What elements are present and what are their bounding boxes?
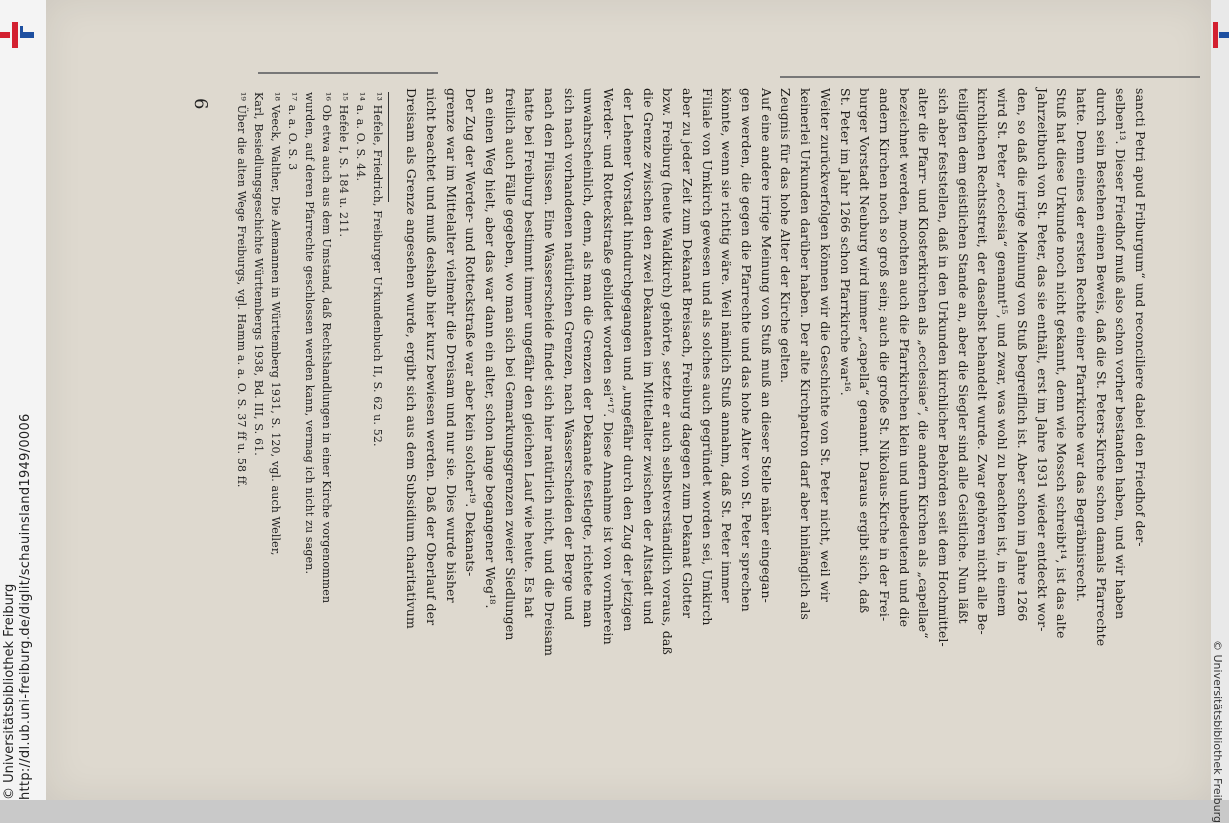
text-line: selben¹³. Dieser Friedhof muß also schon vorher bestanden haben, und wir haben bbox=[1113, 88, 1129, 620]
text-line: an einen Weg hielt, aber das war dann ein alter, schon lange begangener Weg¹⁸. bbox=[482, 88, 498, 609]
copyright-notice-right: © Universitätsbibliothek Freiburg bbox=[1211, 640, 1224, 823]
text-line: Auf eine andere irrige Meinung von Stuß muß an dieser Stelle näher eingegan- bbox=[758, 88, 774, 604]
text-line: sancti Petri apud Friburgum“ und reconciliere dabei den Friedhof der- bbox=[1133, 88, 1148, 547]
text-line: teiligten dem geistlichen Stande an, aber die Siegler sind alle Geistliche. Nun läßt bbox=[955, 88, 971, 624]
footnote-rule bbox=[388, 92, 389, 202]
text-line: aber zu jeder Zeit zum Dekanat Breisach, Freiburg dagegen zum Dekanat Glotter bbox=[679, 88, 695, 619]
footnote-line: ¹⁵ Hefele I, S. 184 u. 211. bbox=[337, 92, 350, 238]
footnote-line: ¹⁶ Ob etwa auch aus dem Umstand, daß Rechtshandlungen in einer Kirche vorgenommen bbox=[320, 92, 333, 604]
library-logo-icon bbox=[0, 22, 40, 48]
text-line: Weiter zurückverfolgen können wir die Geschichte von St. Peter nicht, weil wir bbox=[817, 88, 833, 603]
page-number: 6 bbox=[190, 98, 211, 110]
footnote-line: ¹⁹ Über die alten Wege Freiburgs, vgl. Hamm a. a. O. S. 37 ff u. 58 ff. bbox=[235, 92, 248, 488]
text-line: Zeugnis für das hohe Alter der Kirche gelten. bbox=[778, 88, 794, 384]
text-line: andern Kirchen noch so groß sein; auch die große St. Nikolaus-Kirche in der Frei- bbox=[876, 88, 892, 622]
text-line: Der Zug der Werder- und Rotteckstraße war aber kein solcher¹⁹. Dekanats- bbox=[463, 88, 479, 577]
text-line: Filiale von Umkirch gewesen und als solches auch gegründet worden sei, Umkirch bbox=[699, 88, 715, 626]
source-url[interactable]: http://dl.ub.uni-freiburg.de/diglit/schauinsland1949/0006 bbox=[18, 413, 33, 800]
text-line: Jahrzeitbuch von St. Peter, das sie enthält, erst im Jahre 1931 wieder entdeckt wor- bbox=[1034, 88, 1050, 632]
text-line: alter die Pfarr- und Klosterkirchen als „ecclesiae“, die andern Kirchen als „capellae“ bbox=[916, 88, 932, 639]
text-line: Dreisam als Grenze angesehen wurde, ergibt sich aus dem Subsidium charitativum bbox=[404, 88, 420, 630]
text-line: keinerlei Urkunden darüber haben. Der alte Kirchpatron darf aber hinlänglich als bbox=[798, 88, 814, 620]
text-line: sich nach vorhandenen natürlichen Grenzen, nach Wasserscheiden der Berge und bbox=[561, 88, 577, 621]
text-line: grenze war im Mittelalter vielmehr die Dreisam und nur sie. Dies wurde bisher bbox=[443, 88, 459, 603]
footnote-line: wurden, auf deren Pfarrechte geschlossen werden kann, vermag ich nicht zu sagen. bbox=[303, 92, 316, 575]
library-logo-right-icon bbox=[1213, 22, 1229, 48]
text-line: wird St. Peter „ecclesia“ genannt¹⁵, und zwar, was wohl zu beachten ist, in einem bbox=[995, 88, 1011, 617]
text-line: St. Peter im Jahr 1266 schon Pfarrkirche war¹⁶. bbox=[837, 88, 853, 396]
text-line: Stuß hat diese Urkunde noch nicht gekannt, denn wie Mossch schreibt¹⁴, ist das alte bbox=[1054, 88, 1070, 639]
footnote-line: ¹⁸ Veeck, Walther, Die Alemannen in Württemberg 1931, S. 120, vgl. auch Weller, bbox=[269, 92, 282, 556]
footnote-line: ¹⁷ a. a. O. S. 3 bbox=[286, 92, 299, 171]
text-line: nach den Flüssen. Eine Wasserscheide findet sich hier natürlich nicht, und die Dreisam bbox=[542, 88, 557, 657]
text-line: hatte. Denn eines der ersten Rechte einer Pfarrkirche war das Begräbnisrecht. bbox=[1073, 88, 1089, 603]
text-line: kirchlichen Rechtsstreit, der daselbst behandelt wurde. Zwar gehören nicht alle Be- bbox=[975, 88, 991, 635]
text-line: Werder- und Rotteckstraße gebildet worden sei“¹⁷. Diese Annahme ist von vornherein bbox=[601, 88, 617, 645]
text-line: gen werden, die gegen die Pfarrechte und das hohe Alter von St. Peter sprechen bbox=[739, 88, 754, 612]
copyright-notice: © Universitätsbibliothek Freiburg bbox=[2, 583, 17, 800]
text-line: freilich auch Fälle gegeben, wo man sich bei Gemarkungsgrenzen zweier Siedlungen bbox=[502, 88, 518, 641]
text-line: könnte, wenn sie richtig wäre. Weil nämlich Stuß annahm, daß St. Peter immer bbox=[719, 88, 735, 603]
text-line: unwahrscheinlich, denn, als man die Grenzen der Dekanate festlegte, richtete man bbox=[581, 88, 597, 628]
text-line: bezeichnet werden, mochten auch die Pfarrkirchen klein und unbedeutend und die bbox=[896, 88, 912, 628]
text-line: sich aber feststellen, daß in den Urkunden kirchlicher Behörden seit dem Hochmittel- bbox=[936, 88, 951, 647]
text-line: durch sein Bestehen einen Beweis, daß die St. Peters-Kirche schon damals Pfarrechte bbox=[1093, 88, 1109, 647]
text-line: burger Vorstadt Neuburg wird immer „capella“ genannt. Daraus ergibt sich, daß bbox=[857, 88, 873, 614]
page-fold-mark-2 bbox=[780, 76, 1200, 78]
text-line: hatte bei Freiburg bestimmt immer ungefähr den gleichen Lauf wie heute. Es hat bbox=[522, 88, 538, 618]
text-line: der Lehener Vorstadt hindurchgegangen und „ungefähr durch den Zug der jetzigen bbox=[620, 88, 636, 632]
text-line: bzw. Freiburg (heute Waldkirch) gehörte, setzte er auch selbstverständlich voraus, daß bbox=[660, 88, 676, 656]
page-fold-mark bbox=[258, 72, 438, 74]
text-line: nicht beachtet und muß deshalb hier kurz bewiesen werden. Daß der Oberlauf der bbox=[423, 88, 439, 626]
footnote-line: Karl, Besiedlungsgeschichte Württembergs 1938, Bd. III, S. 61. bbox=[252, 92, 265, 456]
text-line: die Grenze zwischen den zwei Dekanaten im Mittelalter zwischen der Altstadt und bbox=[640, 88, 656, 625]
footnote-line: ¹⁴ a. a. O. S. 44. bbox=[354, 92, 367, 182]
text-line: den, so daß die irrige Meinung von Stuß begreiflich ist. Aber schon im Jahre 1266 bbox=[1014, 88, 1030, 622]
footnote-line: ¹³ Hefele, Friedrich, Freiburger Urkundenbuch II, S. 62 u. 52. bbox=[371, 92, 384, 447]
